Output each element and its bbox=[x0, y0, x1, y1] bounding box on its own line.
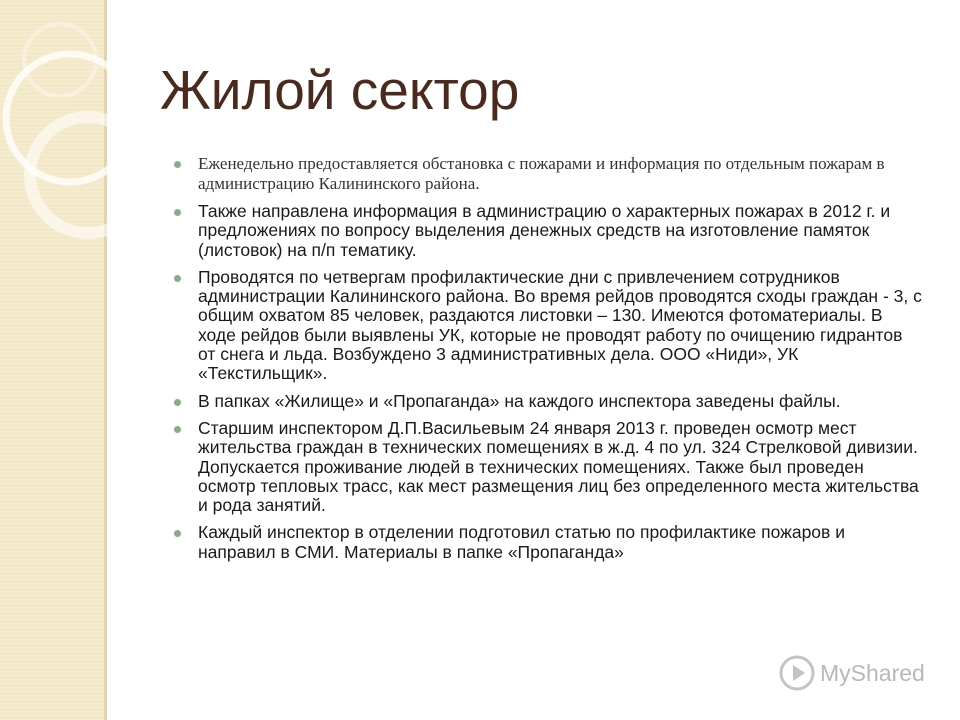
bullet-text: В папках «Жилище» и «Пропаганда» на каждого инспектора заведены файлы. bbox=[198, 390, 841, 411]
bullet-dot-icon bbox=[174, 530, 181, 537]
bullet-dot-icon bbox=[174, 426, 181, 433]
bullet-dot-icon bbox=[174, 161, 181, 168]
bullet-item bbox=[174, 419, 924, 515]
bullet-item bbox=[174, 523, 924, 562]
bullet-text: Проводятся по четвергам профилактические дни с привлечением сотрудников администрации Калининского района. Во время рейдов проводятся сходы граждан - 3, с общим охватом 85 человек, раздаются листовки – 130. Имеются фотоматериалы. В ходе рейдов были выявлены УК, которые не проводят работу по очищению гидрантов от снега и льда. Возбуждено 3 административных дела. ООО «Ниди», УК «Текстильщик». bbox=[198, 266, 922, 384]
watermark-text: MyShared bbox=[820, 660, 925, 686]
bullet-dot-icon bbox=[174, 209, 181, 216]
play-logo-icon bbox=[778, 654, 816, 692]
bullet-item bbox=[174, 392, 924, 411]
watermark bbox=[778, 654, 948, 696]
bullet-dot-icon bbox=[174, 399, 181, 406]
decorative-circles bbox=[0, 0, 160, 300]
bullet-item bbox=[174, 154, 924, 194]
bullet-text: Также направлена информация в администрацию о характерных пожарах в 2012 г. и предложениях по вопросу выделения денежных средств на изготовление памяток (листовок) на п/п тематику. bbox=[198, 201, 891, 260]
bullet-text: Каждый инспектор в отделении подготовил статью по профилактике пожаров и направил в СМИ. Материалы в папке «Пропаганда» bbox=[198, 522, 845, 562]
bullet-text: Старшим инспектором Д.П.Васильевым 24 января 2013 г. проведен осмотр мест жительства граждан в технических помещениях в ж.д. 4 по ул. 324 Стрелковой дивизии. Допускается проживание людей в технических помещениях. Также был проведен осмотр тепловых трасс, как мест размещения лиц без определенного места жительства и рода занятий. bbox=[198, 417, 919, 516]
bullet-item bbox=[174, 268, 924, 384]
slide-title: Жилой сектор bbox=[160, 59, 520, 121]
bullet-item bbox=[174, 202, 924, 260]
bullet-list bbox=[174, 154, 924, 570]
bullet-text: Еженедельно предоставляется обстановка с пожарами и информация по отдельным пожарам в администрацию Калининского района. bbox=[198, 154, 885, 193]
bullet-dot-icon bbox=[174, 275, 181, 282]
